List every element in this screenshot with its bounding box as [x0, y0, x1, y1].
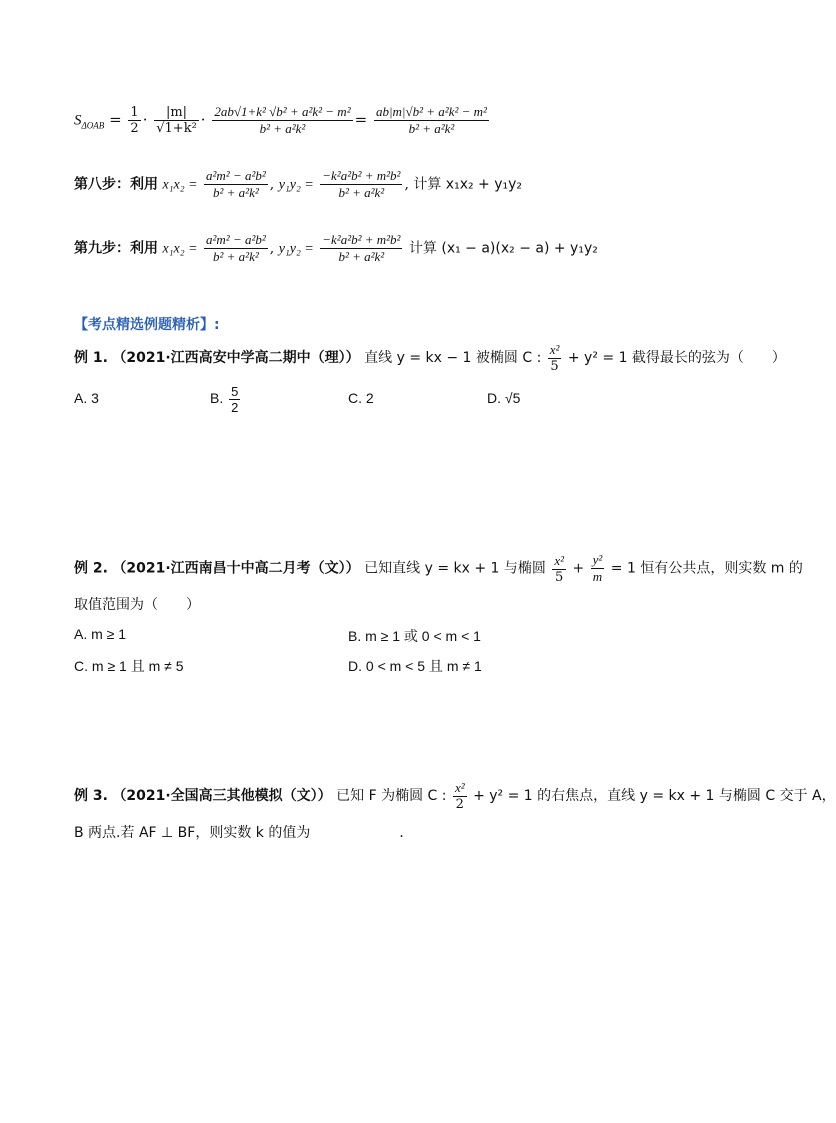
example-2-frac1-den: 5 [555, 569, 564, 585]
example-2-text-a: 已知直线 y = kx + 1 与椭圆 [364, 560, 546, 577]
area-lhs: S [74, 112, 82, 129]
example-3-frac-den: 2 [455, 797, 464, 812]
area-formula: $S_{\Delta OAB}$ = $\frac{1}{2}$ · $\frac{|m|}{\text{√1+k²}}$ · $\frac{\text{2ab√1+k² √b² + a²k² − m²}}{\text{b² + a²k²}}$ = $\frac{\text{ab|m|√b² + a²k² − m²}}{\text{b² + a²k²}}$ [74, 104, 487, 136]
example-3-line2 [74, 822, 404, 842]
area-sub: ΔOAB [81, 120, 105, 131]
example-3-text-a: 已知 F 为椭圆 C : [336, 788, 447, 804]
example-1-option-c: C. 2 [348, 390, 374, 406]
example-1-label: 例 1. [74, 350, 108, 366]
step9-y-frac [320, 232, 402, 265]
example-2-option-c: C. m ≥ 1 且 m ≠ 5 [74, 658, 184, 674]
area-half-den: 2 [130, 121, 139, 136]
example-2-plus: + [572, 560, 585, 577]
step9-label: 第九步：利用 [74, 240, 158, 257]
area-half-num: 1 [130, 105, 139, 120]
example-1-option-b-frac [229, 384, 240, 415]
area-big-num: 2ab√1+k² √b² + a²k² − m² [214, 104, 351, 119]
step8-line: 第八步：利用 x₁x₂ = $\frac{\text{a²m² − a²b²}}{\text{b² + a²k²}}$ , y₁y₂ = $\frac{\text{−k²a²b² + m²b²}}{\text{b² + a²k²}}$ , 计算 x₁x₂ + y₁y₂ [74, 168, 523, 200]
step8-y-den: b² + a²k² [338, 185, 385, 200]
example-2-frac2-den: m [592, 569, 603, 584]
example-1 [74, 342, 786, 374]
area-big-frac [212, 104, 352, 137]
area-eq: = [109, 110, 122, 129]
area-big-den: b² + a²k² [259, 121, 306, 136]
example-1-frac-den: 5 [550, 359, 559, 374]
example-3-frac [453, 780, 467, 812]
example-2-option-b: B. m ≥ 1 或 0 < m < 1 [348, 628, 481, 644]
example-1-frac-num: x² [549, 342, 560, 357]
step9-x-frac [204, 232, 268, 265]
example-1-option-b-num: 5 [231, 384, 239, 399]
example-2-source: （2021·江西南昌十中高二月考（文）） [112, 560, 360, 577]
example-1-option-b [210, 384, 242, 415]
example-2 [74, 552, 803, 585]
step8-y: y₁y₂ = [278, 177, 314, 193]
example-2-option-d: D. 0 < m < 5 且 m ≠ 1 [348, 658, 482, 674]
example-1-option-a: A. 3 [74, 390, 99, 406]
step8-x: x₁x₂ = [162, 177, 198, 193]
section-heading: 【考点精选例题精析】: [74, 317, 220, 333]
step8-calc: 计算 x₁x₂ + y₁y₂ [413, 176, 523, 193]
step9-line: 第九步：利用 x₁x₂ = $\frac{\text{a²m² − a²b²}}{\text{b² + a²k²}}$ , y₁y₂ = $\frac{\text{−k²a²b² + m²b²}}{\text{b² + a²k²}}$ 计算 (x₁ − a)(x₂ − a) + y₁y₂ [74, 232, 598, 264]
example-3-line2-end: . [399, 825, 404, 841]
example-2-option-a: A. m ≥ 1 [74, 626, 127, 642]
step9-x-den: b² + a²k² [213, 249, 259, 264]
step9-calc: 计算 (x₁ − a)(x₂ − a) + y₁y₂ [408, 240, 598, 257]
example-1-text-b: + y² = 1 截得最长的弦为（ ） [567, 350, 786, 366]
step8-y-frac [320, 168, 402, 201]
step9-y: y₁y₂ = [278, 241, 314, 257]
example-1-option-b-label: B. [210, 390, 224, 407]
example-3-text-b: + y² = 1 的右焦点，直线 y = kx + 1 与椭圆 C 交于 A， [473, 788, 836, 804]
step9-x: x₁x₂ = [162, 241, 198, 257]
area-m-frac [154, 105, 199, 136]
example-2-frac1 [552, 553, 566, 585]
step8-x-frac [204, 168, 268, 201]
example-3-source: （2021·全国高三其他模拟（文）） [112, 788, 332, 804]
example-3-line2-text: B 两点.若 AF ⊥ BF，则实数 k 的值为 [74, 825, 311, 841]
example-2-frac2-num: y² [592, 552, 603, 567]
example-2-label: 例 2. [74, 560, 108, 577]
example-1-option-d: D. √5 [487, 390, 521, 406]
example-1-source: （2021·江西高安中学高二期中（理）） [112, 350, 360, 366]
step8-x-den: b² + a²k² [213, 185, 259, 200]
example-1-text-a: 直线 y = kx − 1 被椭圆 C : [364, 350, 542, 366]
example-2-line2: 取值范围为（ ） [74, 597, 200, 613]
area-result-num: ab|m|√b² + a²k² − m² [375, 104, 487, 119]
example-3-frac-num: x² [454, 780, 465, 795]
step8-y-num: −k²a²b² + m²b² [322, 168, 401, 183]
example-3-label: 例 3. [74, 788, 108, 804]
step8-x-num: a²m² − a²b² [206, 168, 266, 183]
example-2-text-b: = 1 恒有公共点，则实数 m 的 [610, 560, 803, 577]
example-3 [74, 780, 836, 812]
step9-y-num: −k²a²b² + m²b² [322, 232, 401, 247]
step9-y-den: b² + a²k² [338, 249, 385, 264]
area-m-num: |m| [154, 105, 199, 121]
area-result-frac [374, 104, 489, 137]
example-2-frac1-num: x² [554, 552, 565, 568]
area-m-den: √1+k² [156, 121, 197, 136]
step8-label: 第八步：利用 [74, 176, 158, 193]
area-result-den: b² + a²k² [408, 121, 455, 136]
step9-x-num: a²m² − a²b² [206, 232, 266, 247]
example-1-frac [548, 342, 562, 374]
area-half-frac [128, 105, 140, 136]
example-1-option-b-den: 2 [231, 400, 239, 415]
example-2-frac2 [591, 552, 605, 585]
